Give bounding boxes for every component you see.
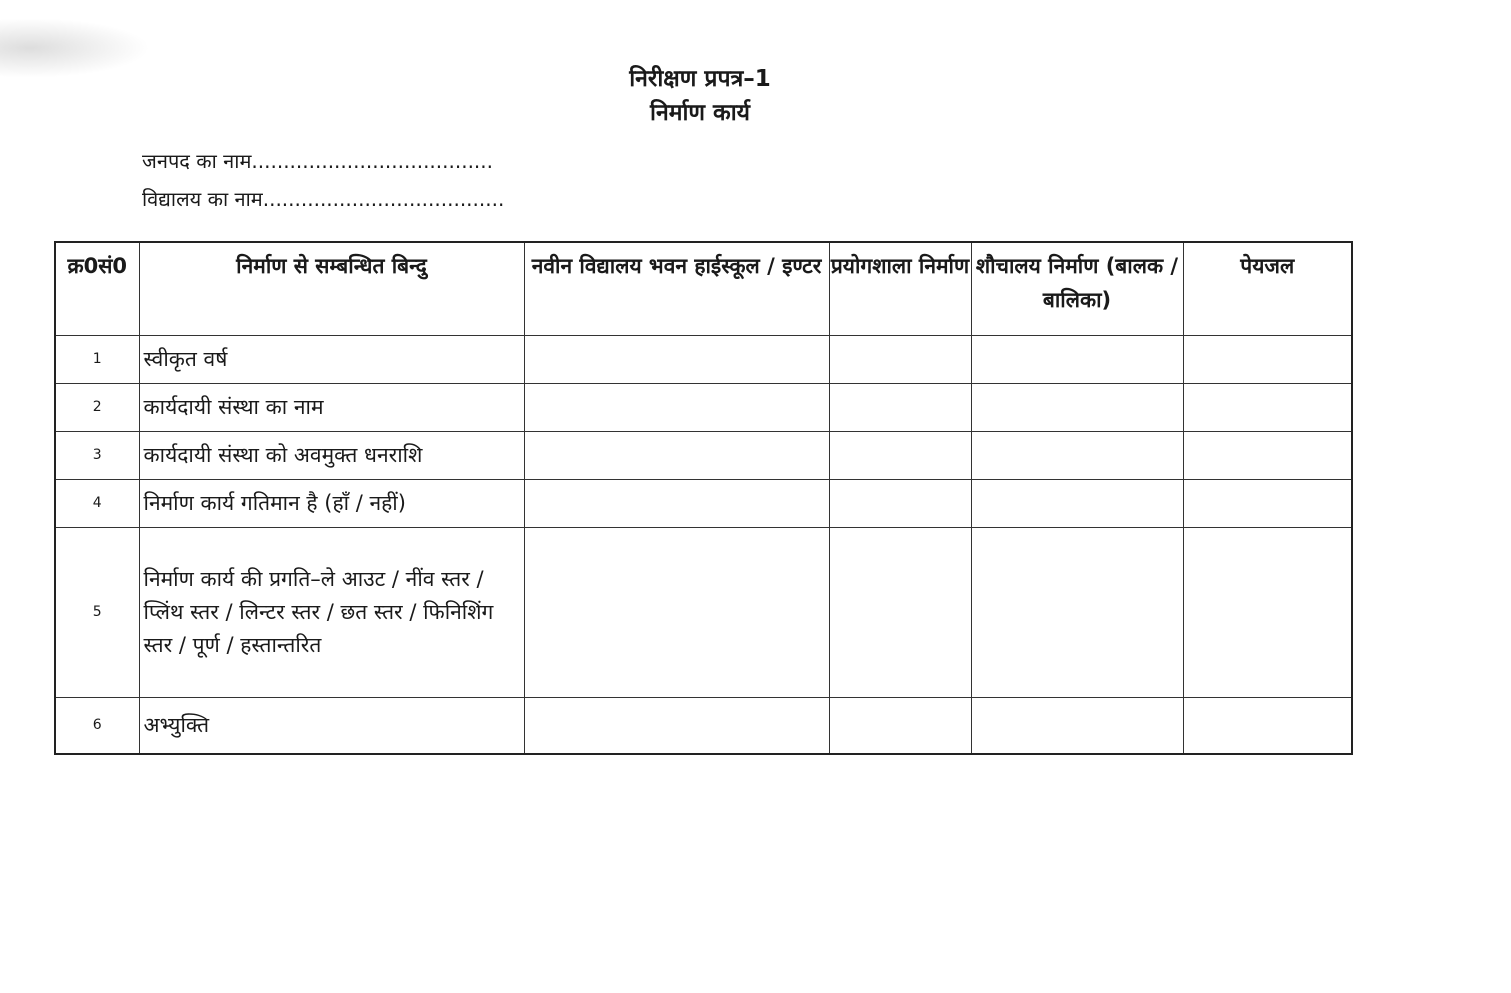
cell-lab[interactable]	[829, 383, 971, 431]
table-row	[55, 431, 1352, 479]
table-row	[55, 335, 1352, 383]
row-number: 6	[55, 697, 139, 754]
inspection-table	[54, 241, 1353, 755]
table-row	[55, 383, 1352, 431]
table-header-row	[55, 242, 1352, 335]
cell-water[interactable]	[1183, 479, 1352, 527]
cell-toilet[interactable]	[971, 335, 1183, 383]
row-number: 2	[55, 383, 139, 431]
cell-water[interactable]	[1183, 431, 1352, 479]
district-name-field: जनपद का नाम......................................	[142, 149, 493, 173]
col-header-new-building: नवीन विद्यालय भवन हाईस्कूल / इण्टर	[524, 242, 829, 335]
row-number: 3	[55, 431, 139, 479]
row-number: 1	[55, 335, 139, 383]
school-name-field: विद्यालय का नाम......................................	[142, 187, 505, 211]
row-point: निर्माण कार्य गतिमान है (हाँ / नहीं)	[139, 479, 524, 527]
row-point: कार्यदायी संस्था का नाम	[139, 383, 524, 431]
cell-toilet[interactable]	[971, 383, 1183, 431]
cell-new-building[interactable]	[524, 335, 829, 383]
cell-water[interactable]	[1183, 383, 1352, 431]
cell-water[interactable]	[1183, 527, 1352, 697]
cell-toilet[interactable]	[971, 431, 1183, 479]
cell-new-building[interactable]	[524, 431, 829, 479]
cell-water[interactable]	[1183, 697, 1352, 754]
cell-lab[interactable]	[829, 697, 971, 754]
scan-smudge	[0, 18, 150, 78]
col-header-toilet: शौचालय निर्माण (बालक / बालिका)	[971, 242, 1183, 335]
table-row	[55, 527, 1352, 697]
cell-toilet[interactable]	[971, 479, 1183, 527]
cell-toilet[interactable]	[971, 697, 1183, 754]
cell-new-building[interactable]	[524, 697, 829, 754]
cell-new-building[interactable]	[524, 527, 829, 697]
row-point: कार्यदायी संस्था को अवमुक्त धनराशि	[139, 431, 524, 479]
col-header-serial: क्र0सं0	[55, 242, 139, 335]
row-point: निर्माण कार्य की प्रगति–ले आउट / नींव स्तर / प्लिंथ स्तर / लिन्टर स्तर / छत स्तर / फिनिशिंग स्तर / पूर्ण / हस्तान्तरित	[139, 527, 524, 697]
cell-new-building[interactable]	[524, 479, 829, 527]
cell-lab[interactable]	[829, 527, 971, 697]
row-number: 5	[55, 527, 139, 697]
col-header-water: पेयजल	[1183, 242, 1352, 335]
form-subtitle: निर्माण कार्य	[649, 100, 751, 126]
row-number: 4	[55, 479, 139, 527]
cell-water[interactable]	[1183, 335, 1352, 383]
cell-toilet[interactable]	[971, 527, 1183, 697]
row-point: स्वीकृत वर्ष	[139, 335, 524, 383]
cell-new-building[interactable]	[524, 383, 829, 431]
table-row	[55, 697, 1352, 754]
cell-lab[interactable]	[829, 431, 971, 479]
row-point: अभ्युक्ति	[139, 697, 524, 754]
col-header-lab: प्रयोगशाला निर्माण	[829, 242, 971, 335]
cell-lab[interactable]	[829, 479, 971, 527]
table-row	[55, 479, 1352, 527]
form-title: निरीक्षण प्रपत्र–1	[629, 66, 771, 92]
col-header-point: निर्माण से सम्बन्धित बिन्दु	[139, 242, 524, 335]
cell-lab[interactable]	[829, 335, 971, 383]
